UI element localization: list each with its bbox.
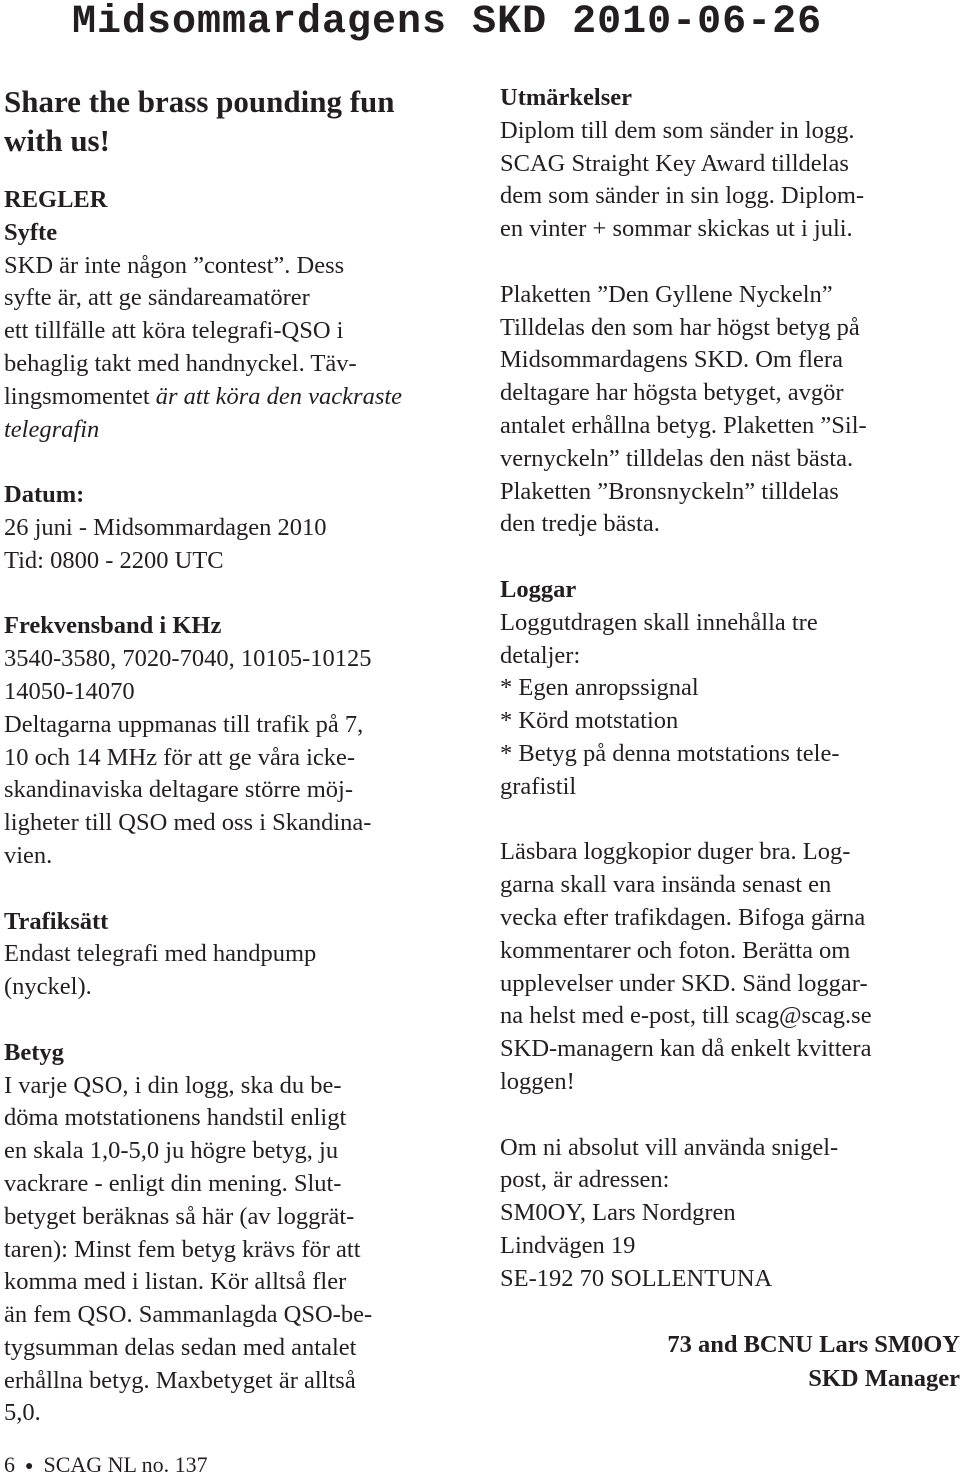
intro-line: Share the brass pounding fun	[4, 84, 395, 119]
utmarkelser-line: SCAG Straight Key Award tilldelas	[500, 149, 849, 177]
frekvens-line: 3540-3580, 7020-7040, 10105-10125	[4, 645, 372, 673]
datum-line: 26 juni - Midsommardagen 2010	[4, 513, 327, 541]
intro-line: with us!	[4, 123, 110, 158]
loggar-line: * Egen anropssignal	[500, 674, 699, 702]
loggar-line: * Betyg på denna motstations tele-	[500, 739, 840, 767]
betyg-line: betyget beräknas så här (av loggrät-	[4, 1202, 355, 1230]
lasbara-line: garna skall vara insända senast en	[500, 871, 832, 899]
betyg-line: komma med i listan. Kör alltså fler	[4, 1268, 347, 1296]
page-title: Midsommardagens SKD 2010-06-26	[72, 0, 823, 45]
syfte-heading: Syfte	[4, 218, 58, 246]
syfte-line: telegrafin	[4, 415, 100, 443]
trafiksatt-line: (nyckel).	[4, 973, 92, 1001]
betyg-line: tygsumman delas sedan med antalet	[4, 1333, 357, 1361]
lasbara-line: upplevelser under SKD. Sänd loggar-	[500, 969, 868, 997]
regler-heading: REGLER	[4, 186, 108, 213]
plakett-line: Plaketten ”Den Gyllene Nyckeln”	[500, 280, 833, 308]
lasbara-line: Läsbara loggkopior duger bra. Log-	[500, 838, 851, 866]
left-column	[4, 82, 474, 1430]
betyg-line: I varje QSO, i din logg, ska du be-	[4, 1071, 342, 1099]
frekvens-line: ligheter till QSO med oss i Skandina-	[4, 809, 372, 837]
lasbara-line: vecka efter trafikdagen. Bifoga gärna	[500, 903, 866, 931]
syfte-line: syfte är, att ge sändareamatörer	[4, 284, 310, 312]
lasbara-line: na helst med e-post, till scag@scag.se	[500, 1002, 872, 1030]
frekvens-line: 14050-14070	[4, 677, 135, 705]
utmarkelser-line: en vinter + sommar skickas ut i juli.	[500, 215, 853, 243]
page-footer	[4, 1452, 208, 1478]
bullet-icon: ●	[25, 1459, 34, 1474]
betyg-heading: Betyg	[4, 1038, 64, 1066]
frekvens-line: vien.	[4, 841, 53, 869]
trafiksatt-line: Endast telegrafi med handpump	[4, 940, 317, 968]
syfte-line: behaglig takt med handnyckel. Täv-	[4, 349, 357, 377]
lasbara-line: kommentarer och foton. Berätta om	[500, 936, 851, 964]
datum-heading: Datum:	[4, 481, 85, 509]
address-line: post, är adressen:	[500, 1166, 670, 1194]
right-column	[500, 82, 960, 1396]
plakett-line: antalet erhållna betyg. Plaketten ”Sil-	[500, 411, 867, 439]
loggar-line: * Körd motstation	[500, 707, 679, 735]
frekvens-line: skandinaviska deltagare större möj-	[4, 776, 354, 804]
publication-name: SCAG NL no. 137	[43, 1452, 208, 1477]
utmarkelser-line: dem som sänder in sin logg. Diplom-	[500, 182, 865, 210]
signature-line: SKD Manager	[808, 1365, 960, 1393]
signature-line: 73 and BCNU Lars SM0OY	[667, 1331, 960, 1359]
syfte-line-start: lingsmomentet	[4, 382, 156, 410]
lasbara-line: SKD-managern kan då enkelt kvittera	[500, 1035, 872, 1063]
address-line: SM0OY, Lars Nordgren	[500, 1199, 736, 1227]
plakett-line: Midsommardagens SKD. Om flera	[500, 346, 843, 374]
betyg-line: taren): Minst fem betyg krävs för att	[4, 1235, 361, 1263]
betyg-line: en skala 1,0-5,0 ju högre betyg, ju	[4, 1137, 339, 1165]
syfte-line: SKD är inte någon ”contest”. Dess	[4, 251, 345, 279]
plakett-line: vernyckeln” tilldelas den näst bästa.	[500, 444, 854, 472]
address-line: Lindvägen 19	[500, 1231, 636, 1259]
betyg-line: vackrare - enligt din mening. Slut-	[4, 1169, 342, 1197]
loggar-line: grafistil	[500, 772, 577, 800]
utmarkelser-heading: Utmärkelser	[500, 84, 632, 111]
betyg-line: än fem QSO. Sammanlagda QSO-be-	[4, 1301, 373, 1329]
page-number: 6	[4, 1452, 15, 1477]
address-line: Om ni absolut vill använda snigel-	[500, 1133, 839, 1161]
plakett-line: Tilldelas den som har högst betyg på	[500, 313, 860, 341]
syfte-line: ett tillfälle att köra telegrafi-QSO i	[4, 317, 344, 345]
frekvens-line: 10 och 14 MHz för att ge våra icke-	[4, 743, 356, 771]
frekvens-line: Deltagarna uppmanas till trafik på 7,	[4, 710, 364, 738]
trafiksatt-heading: Trafiksätt	[4, 907, 109, 935]
betyg-line: döma motstationens handstil enligt	[4, 1104, 347, 1132]
plakett-line: deltagare har högsta betyget, avgör	[500, 379, 844, 407]
betyg-line: erhållna betyg. Maxbetyget är alltså	[4, 1366, 356, 1394]
plakett-line: Plaketten ”Bronsnyckeln” tilldelas	[500, 477, 839, 505]
syfte-line-italic: är att köra den vackraste	[155, 382, 403, 410]
plakett-line: den tredje bästa.	[500, 510, 660, 538]
lasbara-line: loggen!	[500, 1067, 575, 1095]
address-line: SE-192 70 SOLLENTUNA	[500, 1264, 773, 1292]
loggar-line: detaljer:	[500, 641, 581, 669]
frekvens-heading: Frekvensband i KHz	[4, 612, 222, 640]
betyg-line: 5,0.	[4, 1399, 41, 1427]
loggar-line: Loggutdragen skall innehålla tre	[500, 608, 818, 636]
loggar-heading: Loggar	[500, 575, 577, 603]
datum-line: Tid: 0800 - 2200 UTC	[4, 546, 224, 574]
utmarkelser-line: Diplom till dem som sänder in logg.	[500, 116, 855, 144]
syfte-line	[4, 381, 474, 414]
